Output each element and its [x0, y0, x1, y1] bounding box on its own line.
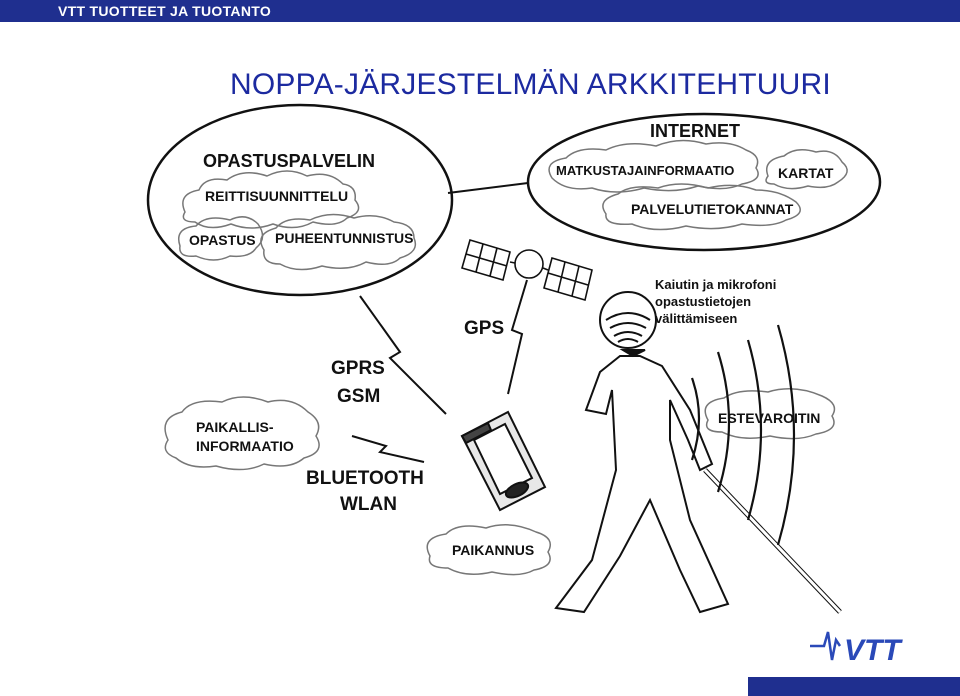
slide-title: NOPPA-JÄRJESTELMÄN ARKKITEHTUURI — [230, 68, 831, 101]
internet-item-service-dbs: PALVELUTIETOKANNAT — [631, 201, 794, 217]
server-internet-link — [448, 183, 528, 193]
handheld-device-icon — [462, 412, 545, 510]
internet-group — [528, 114, 880, 250]
walking-person-icon — [556, 292, 840, 612]
speaker-note-line1: Kaiutin ja mikrofoni — [655, 277, 777, 292]
internet-name: INTERNET — [650, 121, 740, 141]
obstacle-warning-label: ESTEVAROITIN — [718, 410, 821, 426]
bluetooth-signal-icon — [352, 436, 424, 462]
bluetooth-label: BLUETOOTH — [306, 468, 424, 489]
vtt-logo-text: VTT — [844, 634, 901, 666]
server-group — [148, 105, 452, 295]
footer-bar — [748, 677, 960, 696]
positioning-label: PAIKANNUS — [452, 542, 535, 558]
gsm-label: GSM — [337, 386, 381, 407]
server-item-route-planning: REITTISUUNNITTELU — [205, 188, 349, 204]
internet-item-passenger-info: MATKUSTAJAINFORMAATIO — [556, 163, 735, 178]
server-name: OPASTUSPALVELIN — [203, 151, 376, 171]
speaker-note-line3: välittämiseen — [655, 311, 738, 326]
local-info-line2: INFORMAATIO — [196, 438, 294, 454]
satellite-icon — [462, 240, 592, 300]
server-item-guidance: OPASTUS — [189, 232, 256, 248]
internet-item-maps: KARTAT — [778, 165, 834, 181]
gprs-label: GPRS — [331, 358, 385, 379]
server-item-speech-recognition: PUHEENTUNNISTUS — [275, 230, 414, 246]
local-info-line1: PAIKALLIS- — [196, 419, 274, 435]
header-label: VTT TUOTTEET JA TUOTANTO — [58, 3, 272, 19]
wlan-label: WLAN — [340, 494, 397, 515]
gps-label: GPS — [464, 318, 505, 339]
gps-signal-icon — [508, 280, 527, 394]
speaker-note-line2: opastustietojen — [655, 294, 752, 309]
vtt-logo — [808, 626, 904, 666]
